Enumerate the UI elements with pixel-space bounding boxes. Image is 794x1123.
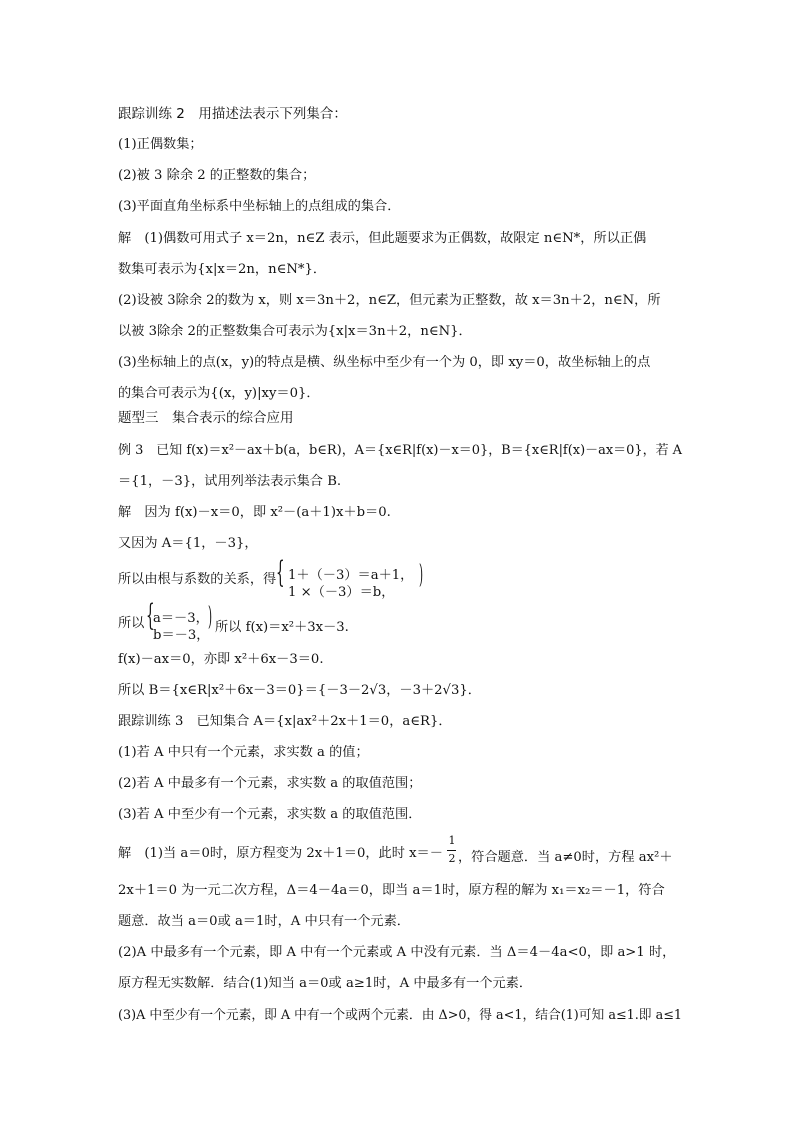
solution-4-line-3: 题意．故当 a＝0或 a＝1时，A 中只有一个元素． [118,914,410,929]
exercise-2-item-2: (2)被 3 除余 2 的正整数的集合； [118,168,316,183]
solution-4-line-6: (3)A 中至少有一个元素，即 A 中有一个或两个元素．由 Δ>0，得 a<1，结合(1)可知 a≤1.即 a≤1 [118,1008,683,1023]
exercise-2-item-1: (1)正偶数集； [118,137,203,152]
exercise-3-item-2: (2)若 A 中最多有一个元素，求实数 a 的取值范围； [118,776,422,791]
system-1-eq-1: 1＋（－3）＝a＋1， [288,568,414,583]
fraction-bar [447,850,456,851]
solution-3-line-6: 所以 B＝{x∈R|x²＋6x－3＝0}＝{－3－2√3，－3＋2√3}． [118,683,481,698]
system-2-eq-1: a＝－3， [153,611,209,626]
solution-3-line-2: 又因为 A＝{1，－3}， [118,536,258,551]
system-2-eq-2: b＝－3， [153,628,210,643]
solution-4-line-2: 2x＋1＝0 为一元二次方程，Δ＝4－4a＝0，即当 a＝1时，原方程的解为 x₁＝x₂＝－1，符合 [118,883,665,898]
exercise-3-title: 跟踪训练 3 已知集合 A＝{x|ax²＋2x＋1＝0，a∈R}． [118,714,452,729]
right-paren-2: ) [208,602,213,632]
right-paren-1: ) [419,560,424,590]
solution-4-line-5: 原方程无实数解．结合(1)知当 a＝0或 a≥1时，A 中最多有一个元素． [118,976,533,991]
solution-4-line-1-a: 解 (1)当 a＝0时，原方程变为 2x＋1＝0，此时 x＝－ [118,846,443,861]
solution-2-line-5: (3)坐标轴上的点(x，y)的特点是横、纵坐标中至少有一个为 0，即 xy＝0，故坐标轴上的点 [118,355,651,370]
solution-2-line-6: 的集合可表示为{(x，y)|xy＝0}． [118,386,320,401]
exercise-3-item-1: (1)若 A 中只有一个元素，求实数 a 的值； [118,745,369,760]
exercise-2-title: 跟踪训练 2 用描述法表示下列集合： [118,106,347,122]
section-heading: 题型三 集合表示的综合应用 [118,410,294,426]
example-3-line-1: 例 3 已知 f(x)＝x²－ax＋b(a，b∈R)，A＝{x∈R|f(x)－x＝0}，B＝{x∈R|f(x)－ax＝0}，若 A [118,443,683,458]
exercise-2-item-3: (3)平面直角坐标系中坐标轴上的点组成的集合． [118,199,401,214]
solution-2-line-2: 数集可表示为{x|x＝2n，n∈N*}． [118,262,327,277]
system-1-eq-2: 1 ×（－3）＝b， [288,585,395,600]
solution-3-line-4-text: 所以 [118,616,145,631]
left-brace-2: { [146,598,155,633]
left-brace-1: { [276,555,285,590]
solution-3-line-4-result: 所以 f(x)＝x²＋3x－3. [215,620,349,635]
solution-3-line-5: f(x)－ax＝0，亦即 x²＋6x－3＝0. [118,652,324,667]
solution-4-line-1-b: ，符合题意．当 a≠0时，方程 ax²＋ [458,850,673,865]
example-3-line-2: ＝{1，－3}，试用列举法表示集合 B. [118,474,342,489]
fraction-denominator: 2 [448,852,456,865]
solution-3-line-1: 解 因为 f(x)－x＝0，即 x²－(a＋1)x＋b＝0. [118,505,391,520]
fraction-numerator: 1 [448,834,456,847]
solution-2-line-1: 解 (1)偶数可用式子 x＝2n，n∈Z 表示，但此题要求为正偶数，故限定 n∈N*，所以正偶 [118,231,647,246]
exercise-3-item-3: (3)若 A 中至少有一个元素，求实数 a 的取值范围． [118,807,422,822]
solution-2-line-3: (2)设被 3除余 2的数为 x，则 x＝3n＋2，n∈Z，但元素为正整数，故 x＝3n＋2，n∈N，所 [118,293,661,308]
solution-2-line-4: 以被 3除余 2的正整数集合可表示为{x|x＝3n＋2，n∈N}． [118,324,472,339]
solution-3-line-3-text: 所以由根与系数的关系，得 [118,572,277,587]
solution-4-line-4: (2)A 中最多有一个元素，即 A 中有一个元素或 A 中没有元素．当 Δ＝4－4a<0，即 a>1 时， [118,945,676,960]
